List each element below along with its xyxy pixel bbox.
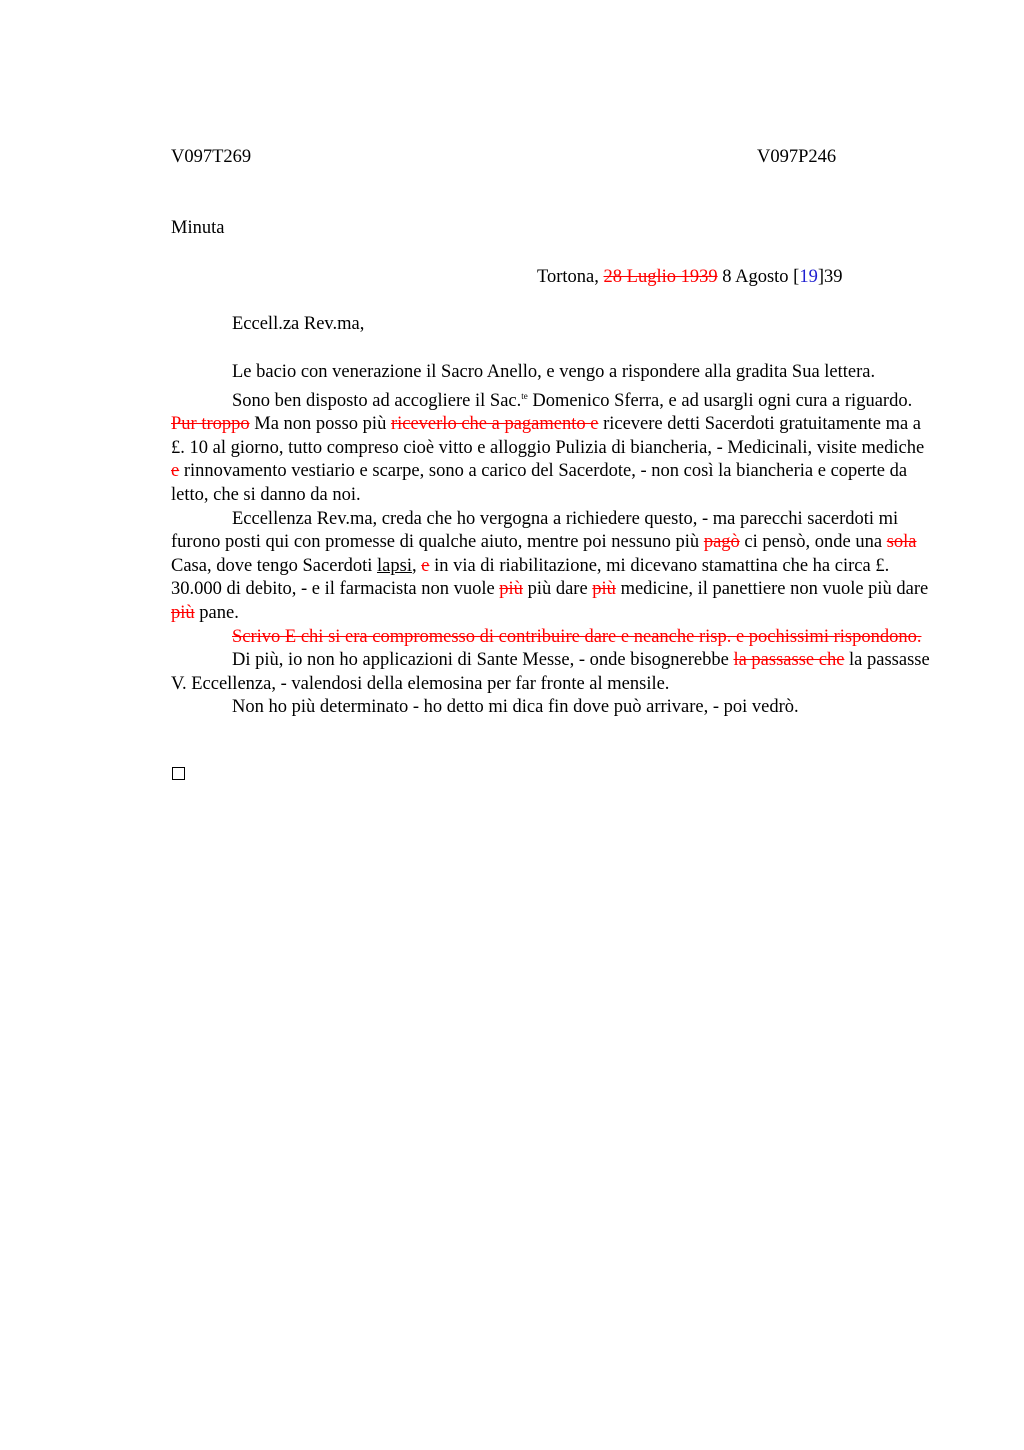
dateline-place: Tortona, (537, 267, 599, 287)
salutation: Eccell.za Rev.ma, (232, 314, 365, 334)
p3-text-7: medicine, il panettiere non vuole più dare (615, 579, 929, 600)
p3-underlined-word: lapsi (377, 555, 412, 576)
p3-text-5: in via di riabilitazione, mi dicevano stamattina che ha circa £. 30.000 di debito, - e il farmacista non vuole (171, 555, 890, 600)
paragraph-3 (171, 508, 931, 626)
p3-text-6: più dare (522, 579, 593, 600)
p5-text-1: Di più, io non ho applicazioni di Sante Messe, - onde bisognerebbe (232, 650, 734, 671)
p2-superscript: te (521, 390, 528, 401)
p3-text-3: Casa, dove tengo Sacerdoti (171, 555, 378, 576)
p3-deletion-6: più (171, 602, 195, 623)
p2-text-4: ricevere detti Sacerdoti gratuitamente ma a £. 10 al giorno, tutto compreso cioè vitto e alloggio Pulizia di biancheria, - Medicinali, visite mediche (171, 414, 925, 458)
p3-deletion-2: sola (886, 532, 917, 553)
p1-text: Le bacio con venerazione il Sacro Anello, e vengo a rispondere alla gradita Sua lettera. (232, 362, 876, 382)
p3-deletion-3: e (421, 555, 430, 576)
p3-text-1: Eccellenza Rev.ma, creda che ho vergogna a richiedere questo, - ma parecchi sacerdoti mi furono posti qui con promesse di qualche aiuto, mentre poi nessuno più (171, 508, 899, 553)
paragraph-2 (171, 385, 931, 508)
paragraph-4 (171, 626, 931, 650)
p5-deletion-1: la passasse che (733, 650, 845, 671)
paragraph-1 (171, 361, 931, 385)
document-type: Minuta (171, 218, 225, 238)
letter-body (171, 361, 931, 720)
p2-text-5: rinnovamento vestiario e scarpe, sono a carico del Sacerdote, - non così la biancheria e coperte da letto, che si danno da noi. (171, 461, 908, 505)
paragraph-5 (171, 649, 931, 696)
p3-deletion-5: più (592, 579, 616, 600)
dateline (537, 267, 843, 288)
code-right: V097P246 (757, 147, 837, 167)
end-marker-box-icon (172, 767, 185, 780)
p2-text-3: Ma non posso più (249, 414, 391, 435)
p5-text-2: la passasse V. Eccellenza, - valendosi della elemosina per far fronte al mensile. (171, 650, 930, 694)
p3-text-4: , (411, 555, 422, 576)
paragraph-6 (171, 696, 931, 720)
p2-text-2: Domenico Sferra, e ad usargli ogni cura a riguardo. (527, 390, 913, 411)
dateline-deleted-date: 28 Luglio 1939 (603, 267, 718, 287)
code-left: V097T269 (171, 147, 252, 167)
dateline-editorial-century: 19 (799, 267, 818, 287)
p3-text-8: pane. (194, 602, 239, 623)
p6-text: Non ho più determinato - ho detto mi dica fin dove può arrivare, - poi vedrò. (232, 697, 799, 718)
p2-text-1: Sono ben disposto ad accogliere il Sac. (232, 390, 522, 411)
p3-deletion-4: più (499, 579, 523, 600)
p4-deleted-paragraph: Scrivo E chi si era compromesso di contribuire dare e neanche risp. e pochissimi rispondono. (232, 626, 922, 647)
p3-deletion-1: pagò (703, 532, 740, 553)
p2-deletion-1: Pur troppo (171, 414, 250, 435)
p2-deletion-3: e (171, 461, 180, 482)
p3-text-2: ci pensò, onde una (739, 532, 887, 553)
p2-deletion-2: riceverlo che a pagamento e (390, 414, 599, 435)
dateline-date-a: 8 Agosto [ (722, 267, 800, 287)
dateline-date-c: ]39 (817, 267, 843, 287)
